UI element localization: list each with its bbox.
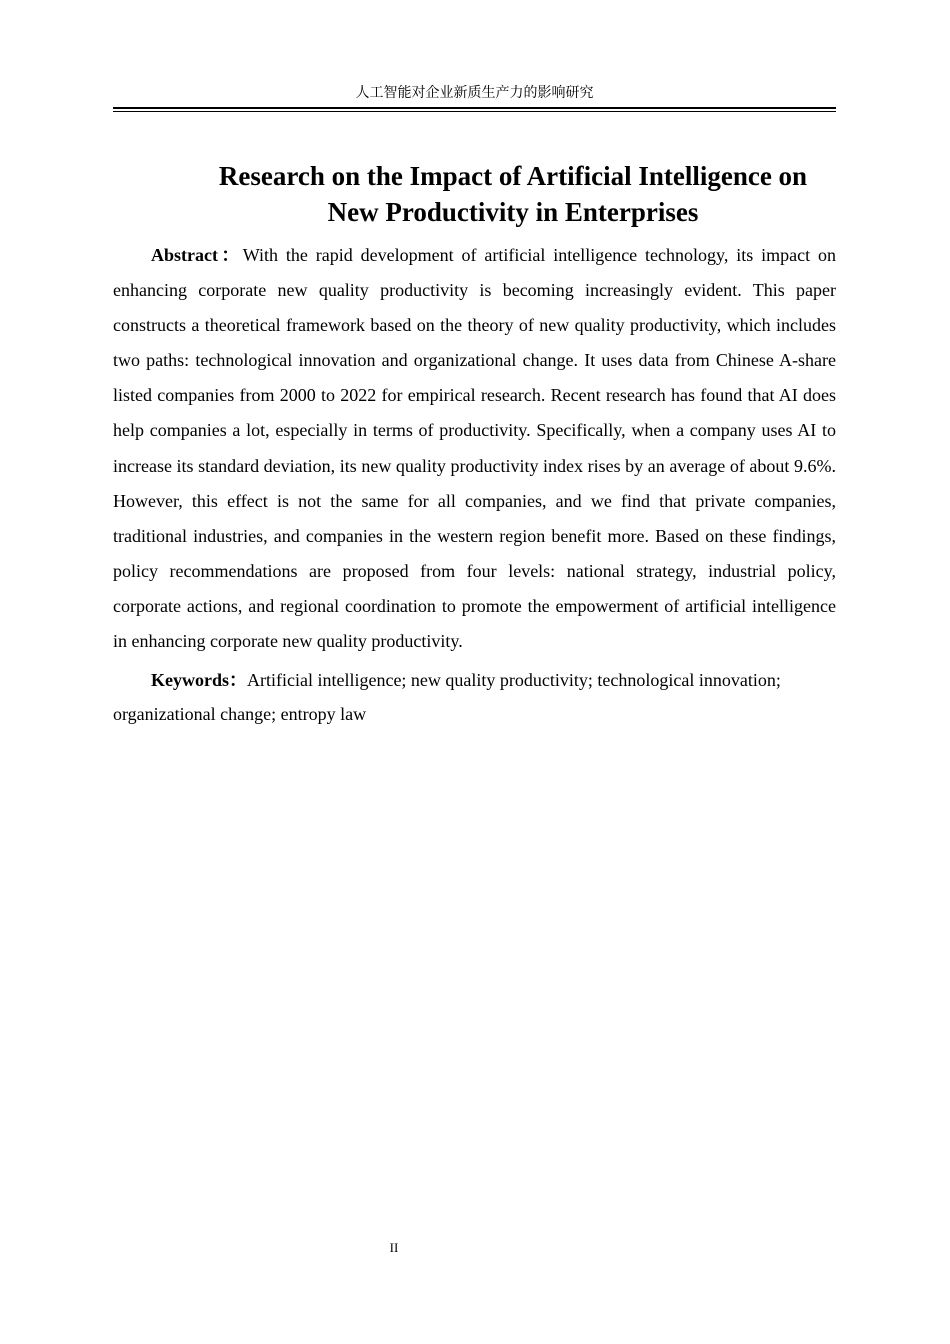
paper-title (113, 158, 913, 230)
keywords-text: Artificial intelligence; new quality productivity; technological innovation; organizational change; entropy law (113, 670, 781, 724)
abstract-label: Abstract： (151, 245, 243, 265)
keywords-label: Keywords： (151, 670, 247, 690)
abstract-paragraph (113, 238, 836, 659)
running-header: 人工智能对企业新质生产力的影响研究 (355, 85, 594, 101)
header-double-rule (113, 107, 836, 112)
title-line-1: Research on the Impact of Artificial Intelligence on (218, 161, 808, 192)
title-line-2: New Productivity in Enterprises (327, 197, 699, 228)
keywords-paragraph (113, 663, 836, 731)
page-number: II (389, 1240, 399, 1255)
abstract-text: With the rapid development of artificial intelligence technology, its impact on enhancing corporate new quality productivity is becoming increasingly evident. This paper constructs a theoretical framework based on the theory of new quality productivity, which includes two paths: technological innovation and organizational change. It uses data from Chinese A-share listed companies from 2000 to 2022 for empirical research. Recent research has found that AI does help companies a lot, especially in terms of productivity. Specifically, when a company uses AI to increase its standard deviation, its new quality productivity index rises by an average of about 9.6%. However, this effect is not the same for all companies, and we find that private companies, traditional industries, and companies in the western region benefit more. Based on these findings, policy recommendations are proposed from four levels: national strategy, industrial policy, corporate actions, and regional coordination to promote the empowerment of artificial intelligence in enhancing corporate new quality productivity. (113, 245, 836, 652)
